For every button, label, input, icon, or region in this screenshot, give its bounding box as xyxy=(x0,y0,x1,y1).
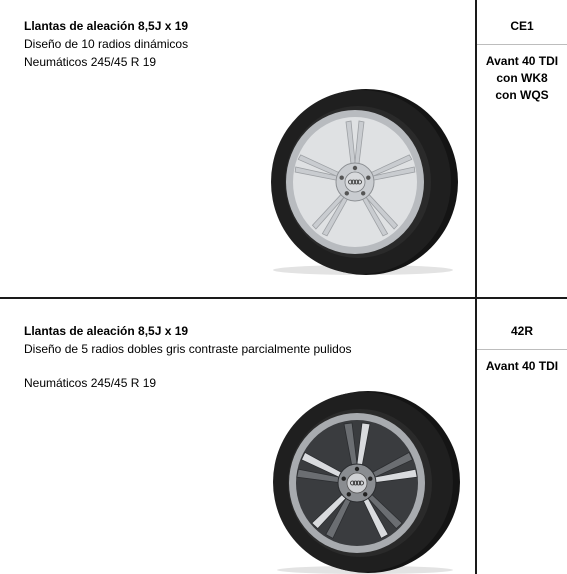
wheel-design: Diseño de 5 radios dobles gris contraste parcialmente pulidos xyxy=(24,342,352,356)
wheel-10-spoke-image xyxy=(258,88,468,278)
wheel-code: 42R xyxy=(510,324,533,338)
code-separator xyxy=(477,44,567,45)
model-line: Avant 40 TDI xyxy=(485,359,559,373)
wheel-tyres: Neumáticos 245/45 R 19 xyxy=(24,376,157,390)
wheel-title: Llantas de aleación 8,5J x 19 xyxy=(24,19,189,33)
model-line: Avant 40 TDI xyxy=(485,54,559,68)
wheel-code: CE1 xyxy=(510,19,534,33)
wheel-design: Diseño de 10 radios dinámicos xyxy=(24,37,189,51)
model-line: con WK8 xyxy=(496,71,548,85)
wheel-5-double-spoke-image xyxy=(262,390,467,574)
model-line: con WQS xyxy=(495,88,549,102)
wheel-title: Llantas de aleación 8,5J x 19 xyxy=(24,324,189,338)
wheel-tyres: Neumáticos 245/45 R 19 xyxy=(24,55,157,69)
row-divider xyxy=(0,297,567,299)
code-separator xyxy=(477,349,567,350)
